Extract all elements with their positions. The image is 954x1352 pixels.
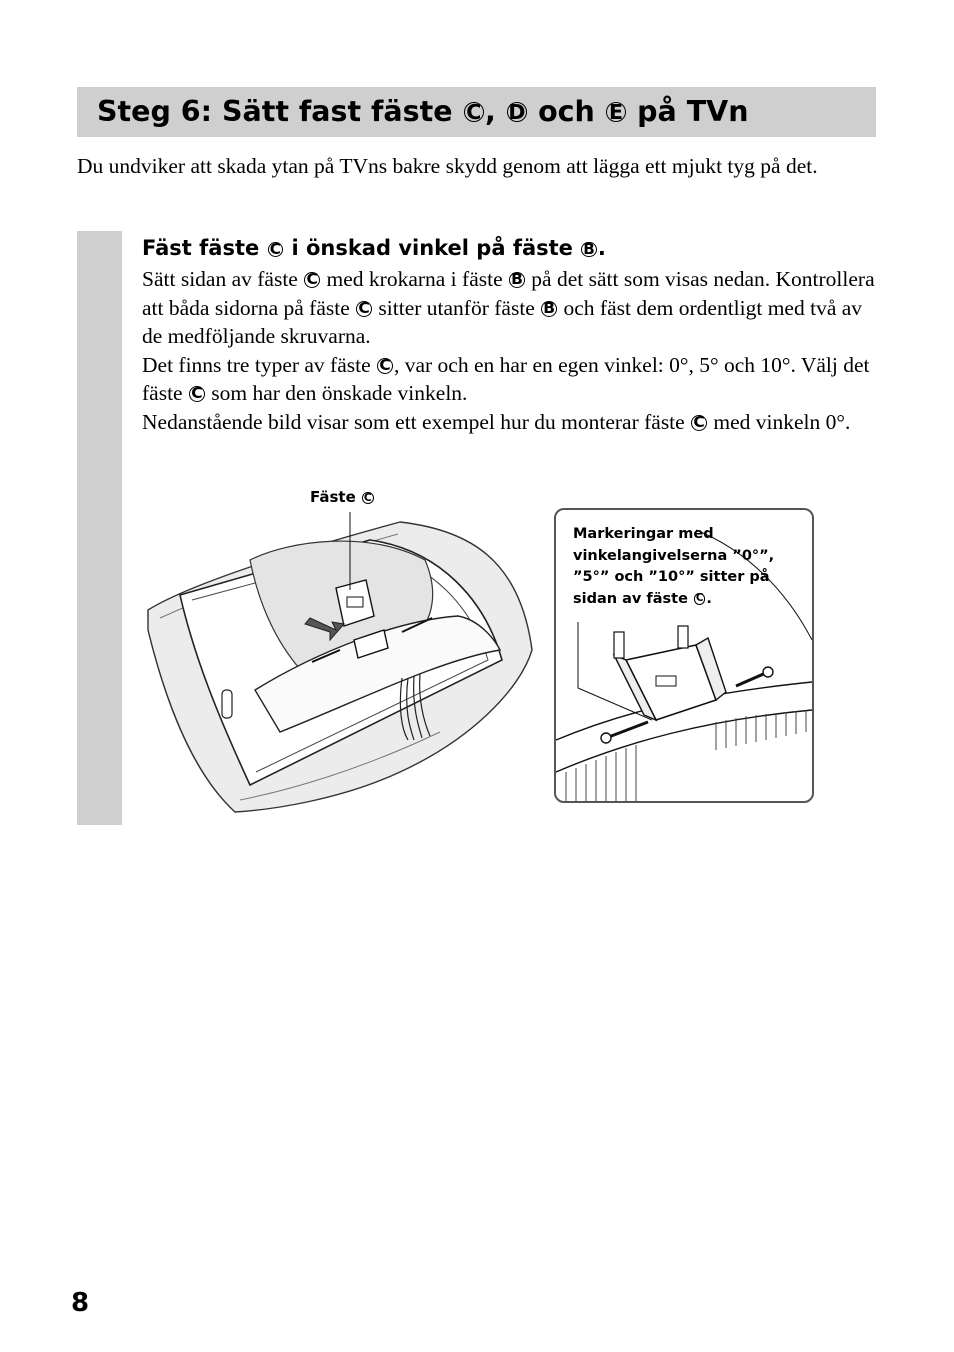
title-text-2: , [484, 95, 506, 128]
text-run: och fäst dem ordentligt med två av de medföljande skruvarna. [142, 295, 863, 348]
bracket-b-icon: B [541, 301, 557, 317]
bracket-c-icon: C [464, 102, 484, 122]
text-run: sitter utanför fäste [373, 295, 541, 320]
bracket-c-icon: C [377, 358, 393, 374]
figure-label-text: Fäste [310, 488, 361, 506]
step-heading [142, 232, 606, 264]
text-run: Det finns tre typer av fäste [142, 352, 377, 377]
step-paragraph-1 [142, 265, 882, 351]
bracket-b-icon: B [509, 272, 525, 288]
bracket-d-icon: D [508, 99, 526, 124]
step-paragraph-3 [142, 408, 882, 437]
detail-caption [573, 524, 803, 610]
section-title-bar [77, 87, 876, 137]
page-number: 8 [71, 1288, 90, 1318]
bracket-c-detail [614, 626, 726, 720]
bracket-c-icon: C [363, 490, 372, 504]
bracket-c-icon: C [356, 301, 372, 317]
bracket-c-icon: C [268, 242, 284, 258]
intro-paragraph: Du undviker att skada ytan på TVns bakre skydd genom att lägga ett mjukt tyg på det. [77, 154, 818, 178]
text-run: , var och en har en egen vinkel: 0°, 5° och 10°. Välj det fäste [142, 352, 870, 405]
bracket-c-icon: C [189, 386, 205, 402]
tv-bracket-illustration [140, 500, 540, 820]
bracket-b-icon: B [581, 242, 597, 258]
title-text-4: på TVn [627, 95, 749, 128]
step-heading-text-3: . [597, 236, 606, 260]
section-title [97, 87, 748, 137]
text-run: Sätt sidan av fäste [142, 267, 304, 291]
bracket-c-icon: C [304, 272, 320, 288]
text-run: med vinkeln 0°. [708, 409, 851, 434]
bracket-c-icon: C [695, 592, 704, 605]
text-run: Nedanstående bild visar som ett exempel hur du monterar fäste [142, 409, 691, 434]
step-body [142, 265, 882, 436]
step-marker-bar [77, 231, 122, 825]
step-paragraph-2 [142, 351, 882, 408]
detail-callout [554, 508, 814, 803]
detail-caption-end: . [706, 590, 712, 607]
step-heading-text-2: i önskad vinkel på fäste [284, 236, 581, 260]
text-run: som har den önskade vinkeln. [205, 381, 468, 405]
text-run: med krokarna i fäste [321, 267, 508, 291]
bracket-c-icon: C [691, 415, 707, 431]
detail-caption-text: Markeringar med vinkelangivelserna ”0°”, ”5°” och ”10°” sitter på sidan av fäste [573, 526, 775, 607]
title-text-3: och [528, 95, 605, 128]
title-text-1: Steg 6: Sätt fast fäste [97, 95, 463, 128]
step-heading-text-1: Fäst fäste [142, 236, 267, 260]
bracket-e-icon: E [606, 102, 626, 122]
text-run: på det sätt som visas nedan. Kontrollera att båda sidorna på fäste [142, 267, 875, 320]
